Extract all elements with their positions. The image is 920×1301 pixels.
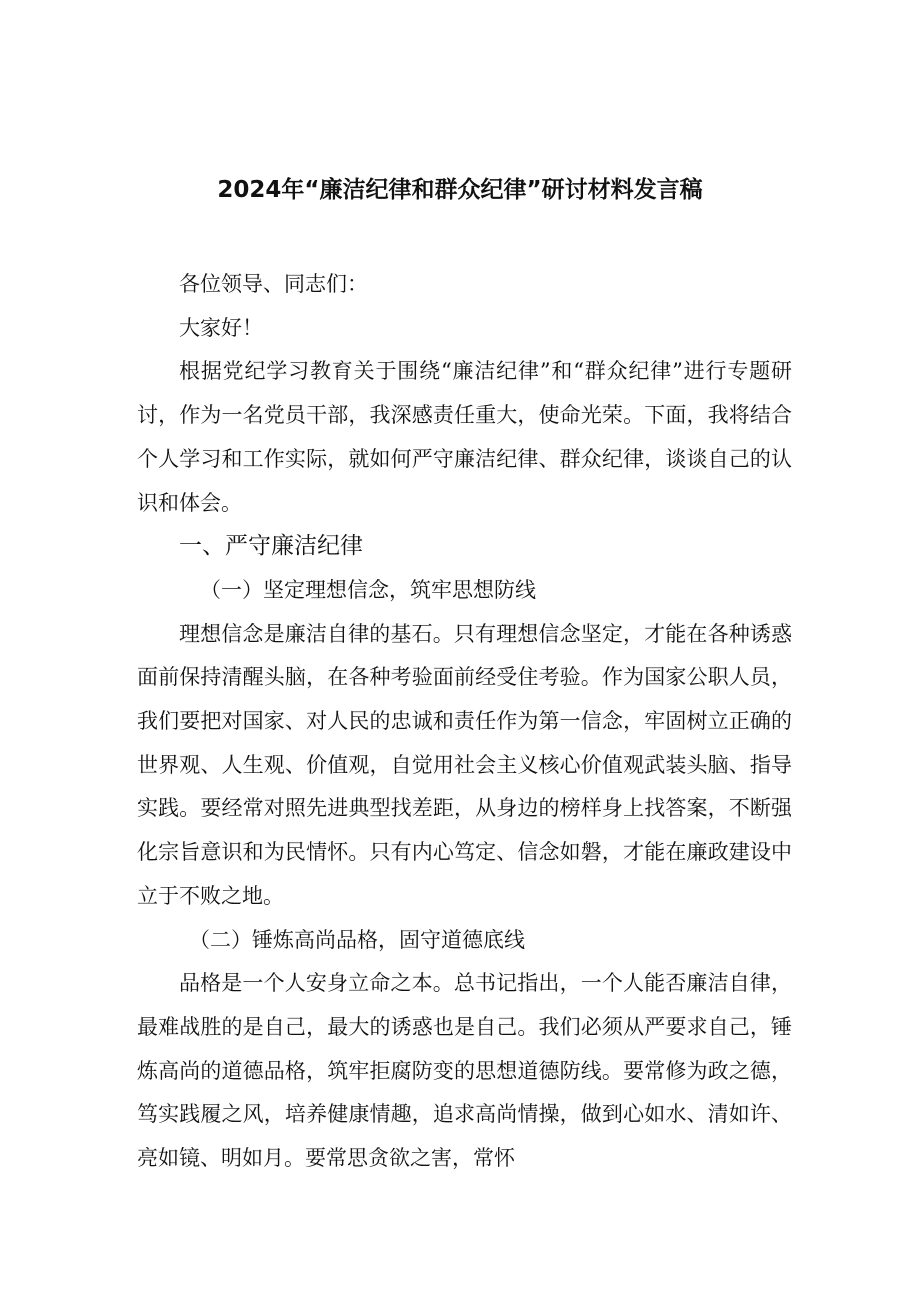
section-heading-1: 一、严守廉洁纪律 xyxy=(179,533,363,560)
document-title: 2024年“廉洁纪律和群众纪律”研讨材料发言稿 xyxy=(217,177,703,203)
greeting: 大家好！ xyxy=(179,315,263,340)
salutation: 各位领导、同志们： xyxy=(179,272,368,296)
document-body xyxy=(137,263,792,1181)
subsection-paragraph-1: 理想信念是廉洁自律的基石。只有理想信念坚定，才能在各种诱惑面前保持清醒头脑，在各种考验面前经受住考验。作为国家公职人员，我们要把对国家、对人民的忠诚和责任作为第一信念，牢固树立正确的世界观、人生观、价值观，自觉用社会主义核心价值观武装头脑、指导实践。要经常对照先进典型找差距，从身边的榜样身上找答案，不断强化宗旨意识和为民情怀。只有内心笃定、信念如磐，才能在廉政建设中立于不败之地。 xyxy=(137,621,792,908)
subsection-heading-1: （一）坚定理想信念，筑牢思想防线 xyxy=(200,577,536,602)
intro-paragraph: 根据党纪学习教育关于围绕“廉洁纪律”和“群众纪律”进行专题研讨，作为一名党员干部，我深感责任重大，使命光荣。下面，我将结合个人学习和工作实际，就如何严守廉洁纪律、群众纪律，谈谈自己的认识和体会。 xyxy=(137,359,792,515)
subsection-paragraph-2: 品格是一个人安身立命之本。总书记指出，一个人能否廉洁自律，最难战胜的是自己，最大的诱惑也是自己。我们必须从严要求自己，锤炼高尚的道德品格，筑牢拒腐防变的思想道德防线。要常修为政之德，笃实践履之风，培养健康情趣，追求高尚情操，做到心如水、清如许、亮如镜、明如月。要常思贪欲之害，常怀 xyxy=(137,971,792,1171)
subsection-heading-2: （二）锤炼高尚品格，固守道德底线 xyxy=(189,927,525,952)
